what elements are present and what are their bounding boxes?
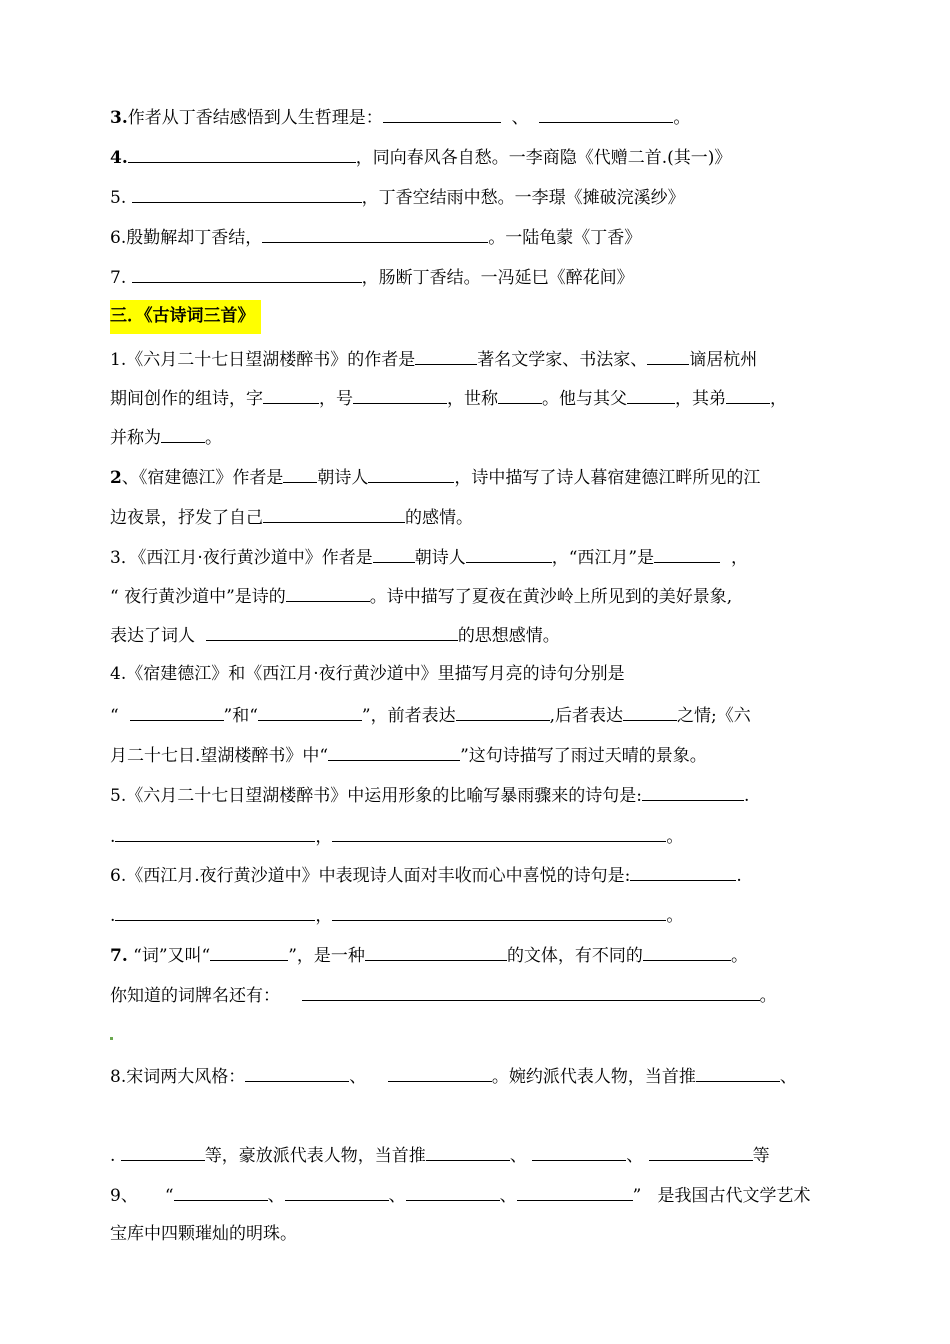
answer-blank[interactable] bbox=[517, 1182, 633, 1201]
s1-line-1: 1.《六月二十七日望湖楼醉书》的作者是 著名文学家、书法家、 谪居杭州 bbox=[110, 346, 838, 372]
s1-line-3: 并称为 。 bbox=[110, 424, 838, 450]
question-number: 3. bbox=[110, 108, 128, 128]
question-7: 7. ，肠断丁香结。一冯延巳《醉花间》 bbox=[110, 264, 838, 290]
answer-blank[interactable] bbox=[132, 264, 362, 283]
answer-blank[interactable] bbox=[161, 424, 205, 443]
section-title: 三．《古诗词三首》 bbox=[110, 300, 261, 334]
answer-blank[interactable] bbox=[368, 464, 454, 483]
answer-blank[interactable] bbox=[383, 104, 501, 123]
s4-line-2: “ ”和“ ”，前者表达 ,后者表达 之情;《六 bbox=[110, 702, 838, 728]
answer-blank[interactable] bbox=[353, 385, 447, 404]
answer-blank[interactable] bbox=[623, 702, 677, 721]
s8-line-2: . 等，豪放派代表人物，当首推 、 、 等 bbox=[110, 1142, 838, 1168]
answer-blank[interactable] bbox=[263, 385, 319, 404]
answer-blank[interactable] bbox=[130, 702, 224, 721]
answer-blank[interactable] bbox=[726, 385, 770, 404]
question-6: 6.殷勤解却丁香结， 。一陆龟蒙《丁香》 bbox=[110, 224, 838, 250]
answer-blank[interactable] bbox=[332, 902, 666, 921]
answer-blank[interactable] bbox=[647, 346, 689, 365]
answer-blank[interactable] bbox=[286, 583, 370, 602]
answer-blank[interactable] bbox=[174, 1182, 268, 1201]
answer-blank[interactable] bbox=[456, 702, 550, 721]
answer-blank[interactable] bbox=[388, 1063, 492, 1082]
answer-blank[interactable] bbox=[245, 1063, 349, 1082]
answer-blank[interactable] bbox=[532, 1142, 626, 1161]
answer-blank[interactable] bbox=[426, 1142, 510, 1161]
answer-blank[interactable] bbox=[115, 823, 315, 842]
answer-blank[interactable] bbox=[128, 144, 356, 163]
answer-blank[interactable] bbox=[373, 544, 415, 563]
s7-line-1: 7. “词”又叫“ ”，是一种 的文体，有不同的 。 bbox=[110, 942, 838, 968]
answer-blank[interactable] bbox=[642, 782, 744, 801]
question-3: 3.作者从丁香结感悟到人生哲理是： 、 。 bbox=[110, 104, 838, 130]
s2-line-2: 边夜景，抒发了自己 的感情。 bbox=[110, 504, 838, 530]
answer-blank[interactable] bbox=[643, 942, 731, 961]
answer-blank[interactable] bbox=[283, 464, 317, 483]
answer-blank[interactable] bbox=[262, 224, 488, 243]
answer-blank[interactable] bbox=[121, 1142, 205, 1161]
s1-line-2: 期间创作的组诗，字 ，号 ，世称 。他与其父 ，其弟 ， bbox=[110, 385, 838, 411]
question-5: 5. ，丁香空结雨中愁。一李璟《摊破浣溪纱》 bbox=[110, 184, 838, 210]
s5-line-2: . ， 。 bbox=[110, 823, 838, 849]
answer-blank[interactable] bbox=[302, 982, 760, 1001]
answer-blank[interactable] bbox=[627, 385, 675, 404]
s6-line-1: 6.《西江月.夜行黄沙道中》中表现诗人面对丰收而心中喜悦的诗句是: . bbox=[110, 862, 838, 888]
answer-blank[interactable] bbox=[132, 184, 362, 203]
question-number: 4. bbox=[110, 148, 128, 168]
s6-line-2: . ， 。 bbox=[110, 902, 838, 928]
s9-line-1: 9、 “ 、 、 、 ” 是我国古代文学艺术 bbox=[110, 1182, 838, 1208]
s7-line-2: 你知道的词牌名还有： 。 bbox=[110, 982, 838, 1008]
section-heading bbox=[110, 300, 838, 334]
answer-blank[interactable] bbox=[406, 1182, 500, 1201]
answer-blank[interactable] bbox=[630, 862, 736, 881]
answer-blank[interactable] bbox=[466, 544, 552, 563]
s9-line-2: 宝库中四颗璀灿的明珠。 bbox=[110, 1224, 297, 1244]
stray-mark bbox=[110, 1037, 113, 1040]
question-4: 4. ，同向春风各自愁。一李商隐《代赠二首.(其一)》 bbox=[110, 144, 838, 170]
answer-blank[interactable] bbox=[498, 385, 542, 404]
answer-blank[interactable] bbox=[696, 1063, 780, 1082]
answer-blank[interactable] bbox=[539, 104, 673, 123]
s3-line-1: 3．《西江月·夜行黄沙道中》作者是 朝诗人 ，“西江月”是 ， bbox=[110, 544, 838, 570]
s4-line-1: 4.《宿建德江》和《西江月·夜行黄沙道中》里描写月亮的诗句分别是 bbox=[110, 664, 625, 684]
s3-line-2: “ 夜行黄沙道中”是诗的 。诗中描写了夏夜在黄沙岭上所见到的美好景象, bbox=[110, 583, 838, 609]
answer-blank[interactable] bbox=[210, 942, 288, 961]
answer-blank[interactable] bbox=[115, 902, 315, 921]
answer-blank[interactable] bbox=[415, 346, 477, 365]
answer-blank[interactable] bbox=[649, 1142, 753, 1161]
answer-blank[interactable] bbox=[285, 1182, 389, 1201]
s8-line-1: 8.宋词两大风格： 、 。婉约派代表人物，当首推 、 bbox=[110, 1063, 838, 1089]
answer-blank[interactable] bbox=[365, 942, 507, 961]
s3-line-3: 表达了词人 的思想感情。 bbox=[110, 622, 838, 648]
s4-line-3: 月二十七日.望湖楼醉书》中“ ”这句诗描写了雨过天晴的景象。 bbox=[110, 742, 838, 768]
answer-blank[interactable] bbox=[328, 742, 460, 761]
answer-blank[interactable] bbox=[263, 504, 405, 523]
answer-blank[interactable] bbox=[654, 544, 720, 563]
answer-blank[interactable] bbox=[258, 702, 362, 721]
answer-blank[interactable] bbox=[206, 622, 458, 641]
answer-blank[interactable] bbox=[332, 823, 666, 842]
s2-line-1: 2、《宿建德江》作者是 朝诗人 ，诗中描写了诗人暮宿建德江畔所见的江 bbox=[110, 464, 838, 490]
s5-line-1: 5.《六月二十七日望湖楼醉书》中运用形象的比喻写暴雨骤来的诗句是: . bbox=[110, 782, 838, 808]
